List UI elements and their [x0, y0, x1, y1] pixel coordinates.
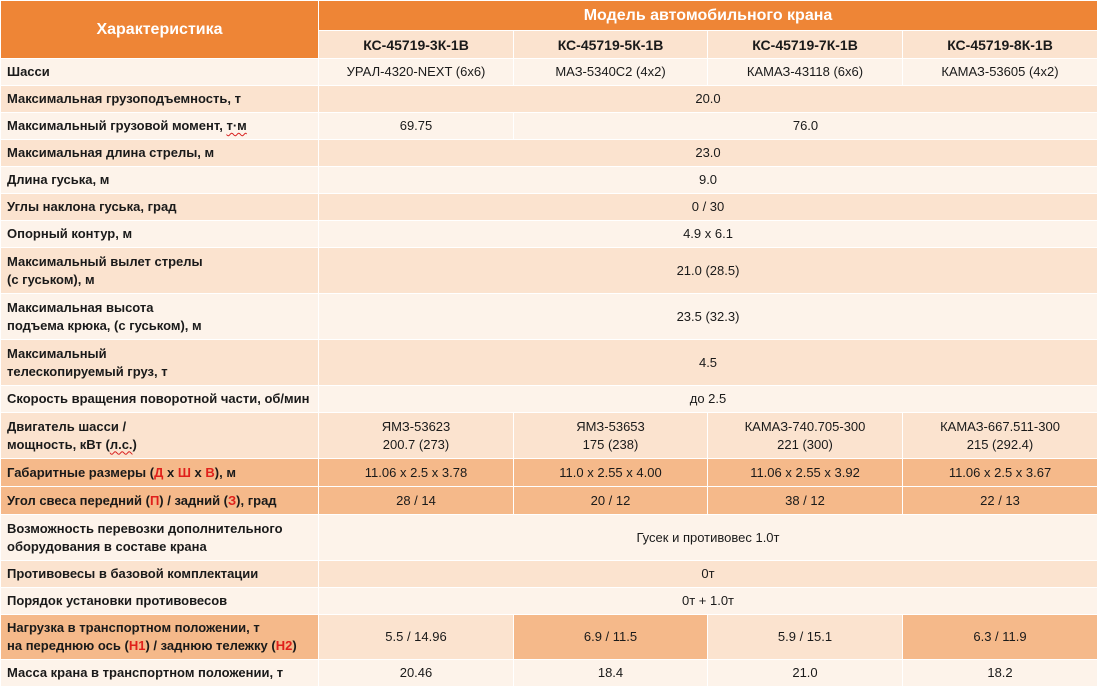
table-row	[1, 660, 1097, 687]
engine-7k-power: 221 (300)	[777, 436, 833, 452]
row-label-counterweight-order: Порядок установки противовесов	[1, 588, 319, 615]
engine-3k-power: 200.7 (273)	[382, 436, 450, 452]
axle-load-label-line1: Нагрузка в транспортном положении, т	[7, 620, 260, 635]
row-label-max-height	[1, 294, 319, 340]
engine-8k	[903, 413, 1097, 459]
overhang-label-z: З	[228, 492, 237, 508]
axle-load-3k: 5.5 / 14.96	[319, 615, 514, 660]
dimensions-5k: 11.0 x 2.55 x 4.00	[514, 459, 708, 487]
model-group-header: Модель автомобильного крана	[319, 1, 1097, 31]
row-label-jib-angles: Углы наклона гуська, град	[1, 194, 319, 221]
overhang-label-a: Угол свеса передний (	[7, 492, 150, 508]
table-row	[1, 221, 1097, 248]
dimensions-label-end: ), м	[214, 464, 236, 480]
table-row	[1, 515, 1097, 561]
characteristic-header: Характеристика	[1, 1, 319, 59]
row-label-counterweights: Противовесы в базовой комплектации	[1, 561, 319, 588]
table-row	[1, 487, 1097, 515]
engine-7k-model: КАМАЗ-740.705-300	[744, 418, 866, 434]
row-label-overhang	[1, 487, 319, 515]
row-label-outriggers: Опорный контур, м	[1, 221, 319, 248]
max-moment-others: 76.0	[514, 113, 1097, 140]
engine-8k-model: КАМАЗ-667.511-300	[940, 418, 1060, 434]
table-row	[1, 248, 1097, 294]
table-row	[1, 386, 1097, 413]
jib-length-value: 9.0	[319, 167, 1097, 194]
telescopic-load-label-line1: Максимальный	[7, 345, 107, 361]
table-row	[1, 413, 1097, 459]
engine-5k-model: ЯМЗ-53653	[576, 418, 645, 434]
table-row	[1, 167, 1097, 194]
transport-mass-5k: 18.4	[514, 660, 708, 687]
chassis-8k: КАМАЗ-53605 (4x2)	[903, 59, 1097, 86]
table-row	[1, 59, 1097, 86]
counterweight-order-value: 0т + 1.0т	[319, 588, 1097, 615]
row-label-max-moment	[1, 113, 319, 140]
max-load-value: 20.0	[319, 86, 1097, 113]
rotation-speed-value: до 2.5	[319, 386, 1097, 413]
overhang-label-b: ) / задний (	[159, 492, 229, 508]
axle-load-label-line2	[7, 637, 312, 655]
chassis-7k: КАМАЗ-43118 (6x6)	[708, 59, 903, 86]
table-row	[1, 294, 1097, 340]
dimensions-8k: 11.06 x 2.5 x 3.67	[903, 459, 1097, 487]
axle-load-label-h1: Н1	[128, 638, 146, 653]
overhang-label-end: ), град	[236, 492, 277, 508]
table-row	[1, 113, 1097, 140]
max-moment-label-text: Максимальный грузовой момент,	[7, 118, 227, 133]
engine-label-line1: Двигатель шасси /	[7, 418, 127, 434]
row-label-telescopic-load	[1, 340, 319, 386]
row-label-rotation-speed: Скорость вращения поворотной части, об/мин	[1, 386, 319, 413]
transport-mass-7k: 21.0	[708, 660, 903, 687]
table-row	[1, 194, 1097, 221]
outriggers-value: 4.9 x 6.1	[319, 221, 1097, 248]
dimensions-7k: 11.06 x 2.55 x 3.92	[708, 459, 903, 487]
engine-3k	[319, 413, 514, 459]
row-label-max-reach	[1, 248, 319, 294]
model-header-3k: КС-45719-3К-1В	[319, 31, 514, 59]
engine-label-line2	[7, 436, 312, 454]
engine-label-close: )	[132, 436, 137, 452]
row-label-extra-equipment	[1, 515, 319, 561]
overhang-7k: 38 / 12	[708, 487, 903, 515]
table-row	[1, 561, 1097, 588]
overhang-label-p: П	[149, 492, 160, 508]
max-reach-value: 21.0 (28.5)	[319, 248, 1097, 294]
axle-load-label-b: ) / заднюю тележку (	[145, 638, 276, 653]
table-row	[1, 140, 1097, 167]
telescopic-load-label-line2: телескопируемый груз, т	[7, 363, 168, 379]
max-moment-label-unit: т·м	[226, 118, 247, 133]
engine-5k	[514, 413, 708, 459]
engine-5k-power: 175 (238)	[582, 436, 639, 452]
row-label-max-load: Максимальная грузоподъемность, т	[1, 86, 319, 113]
row-label-axle-load	[1, 615, 319, 660]
dimensions-label-v: В	[205, 464, 215, 480]
axle-load-7k: 5.9 / 15.1	[708, 615, 903, 660]
max-reach-label-line1: Максимальный вылет стрелы	[7, 253, 203, 269]
row-label-engine	[1, 413, 319, 459]
engine-8k-power: 215 (292.4)	[966, 436, 1034, 452]
max-reach-label-line2: (с гуськом), м	[7, 271, 95, 287]
extra-equipment-label-line2: оборудования в составе крана	[7, 538, 207, 554]
dimensions-label-sh: Ш	[177, 464, 191, 480]
dimensions-label-d: Д	[154, 464, 164, 480]
table-row	[1, 588, 1097, 615]
axle-load-label-a: на переднюю ось (	[7, 638, 129, 653]
telescopic-load-value: 4.5	[319, 340, 1097, 386]
row-label-jib-length: Длина гуська, м	[1, 167, 319, 194]
engine-label-power: мощность, кВт (	[7, 436, 110, 452]
axle-load-8k: 6.3 / 11.9	[903, 615, 1097, 660]
dimensions-label-x2: х	[190, 464, 206, 480]
overhang-8k: 22 / 13	[903, 487, 1097, 515]
chassis-3k: УРАЛ-4320-NEXT (6x6)	[319, 59, 514, 86]
engine-label-unit: л.с.	[109, 436, 133, 452]
extra-equipment-value: Гусек и противовес 1.0т	[319, 515, 1097, 561]
max-height-label-line1: Максимальная высота	[7, 299, 154, 315]
dimensions-label-x1: х	[163, 464, 178, 480]
row-label-transport-mass: Масса крана в транспортном положении, т	[1, 660, 319, 687]
dimensions-3k: 11.06 x 2.5 x 3.78	[319, 459, 514, 487]
table-row	[1, 86, 1097, 113]
engine-3k-model: ЯМЗ-53623	[381, 418, 451, 434]
overhang-3k: 28 / 14	[319, 487, 514, 515]
max-moment-3k: 69.75	[319, 113, 514, 140]
model-header-7k: КС-45719-7К-1В	[708, 31, 903, 59]
max-height-value: 23.5 (32.3)	[319, 294, 1097, 340]
counterweights-value: 0т	[319, 561, 1097, 588]
axle-load-label-h2: Н2	[275, 638, 293, 653]
engine-7k	[708, 413, 903, 459]
table-row	[1, 340, 1097, 386]
model-header-8k: КС-45719-8К-1В	[903, 31, 1097, 59]
max-height-label-line2: подъема крюка, (с гуськом), м	[7, 317, 202, 333]
overhang-5k: 20 / 12	[514, 487, 708, 515]
model-header-5k: КС-45719-5К-1В	[514, 31, 708, 59]
jib-angles-value: 0 / 30	[319, 194, 1097, 221]
dimensions-label-a: Габаритные размеры (	[7, 464, 155, 480]
axle-load-label-end: )	[292, 638, 297, 653]
row-label-chassis: Шасси	[1, 59, 319, 86]
table-row	[1, 459, 1097, 487]
table-row	[1, 615, 1097, 660]
row-label-boom-length: Максимальная длина стрелы, м	[1, 140, 319, 167]
transport-mass-8k: 18.2	[903, 660, 1097, 687]
chassis-5k: МАЗ-5340С2 (4x2)	[514, 59, 708, 86]
transport-mass-3k: 20.46	[319, 660, 514, 687]
extra-equipment-label-line1: Возможность перевозки дополнительного	[7, 520, 283, 536]
boom-length-value: 23.0	[319, 140, 1097, 167]
row-label-dimensions	[1, 459, 319, 487]
axle-load-5k: 6.9 / 11.5	[514, 615, 708, 660]
